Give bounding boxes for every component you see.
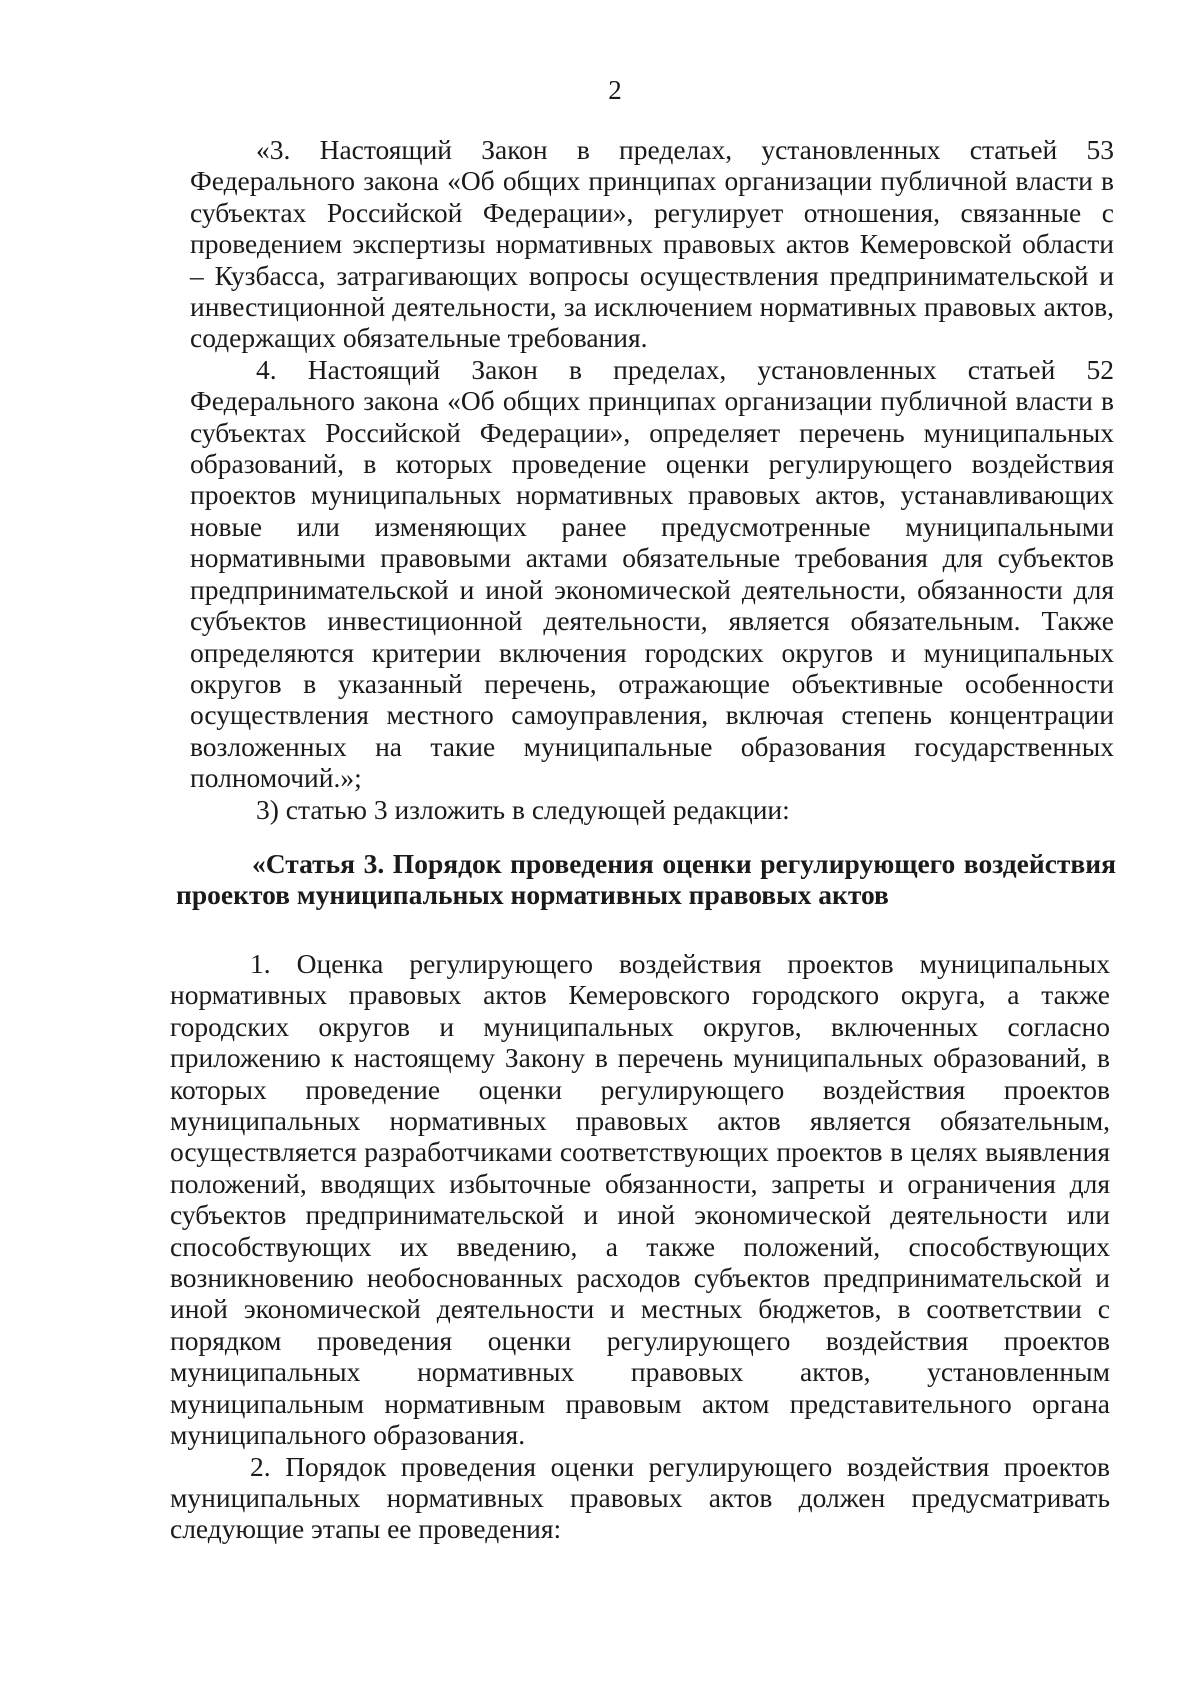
paragraph-clause-4: 4. Настоящий Закон в пределах, установленных статьей 52 Федерального закона «Об общих принципах организации публичной власти в субъектах Российской Федерации», определяет перечень муниципальных образований, в которых проведение оценки регулирующего воздействия проектов муниципальных нормативных правовых актов, устанавливающих новые или изменяющих ранее предусмотренные муниципальными нормативными правовыми актами обязательные требования для субъектов предпринимательской и иной экономической деятельности, обязанности для субъектов инвестиционной деятельности, является обязательным. Также определяются критерии включения городских округов и муниципальных округов в указанный перечень, отражающие объективные особенности осуществления местного самоуправления, включая степень концентрации возложенных на такие муниципальные образования государственных полномочий.»; [190,353,1114,794]
law-text-upper [190,134,1114,825]
paragraph-article-3-part-2: 2. Порядок проведения оценки регулирующего воздействия проектов муниципальных нормативных правовых актов должен предусматривать следующие этапы ее проведения: [170,1450,1110,1545]
paragraph-amendment-3: 3) статью 3 изложить в следующей редакции: [256,793,790,825]
paragraph-article-3-part-1: 1. Оценка регулирующего воздействия проектов муниципальных нормативных правовых актов Кемеровского городского округа, а также городских округов и муниципальных округов, включенных согласно приложению к настоящему Закону в перечень муниципальных образований, в которых проведение оценки регулирующего воздействия проектов муниципальных нормативных правовых актов является обязательным, осуществляется разработчиками соответствующих проектов в целях выявления положений, вводящих избыточные обязанности, запреты и ограничения для субъектов предпринимательской и иной экономической деятельности или способствующих их введению, а также положений, способствующих возникновению необоснованных расходов субъектов предпринимательской и иной экономической деятельности и местных бюджетов, в соответствии с порядком проведения оценки регулирующего воздействия проектов муниципальных нормативных правовых актов, установленным муниципальным нормативным правовым актом представительного органа муниципального образования. [170,948,1110,1451]
article-3-heading: «Статья 3. Порядок проведения оценки регулирующего воздействия проектов муниципальных нормативных правовых актов [176,848,1116,911]
law-text-lower [170,948,1110,1545]
paragraph-clause-3: «3. Настоящий Закон в пределах, установленных статьей 53 Федерального закона «Об общих принципах организации публичной власти в субъектах Российской Федерации», регулирует отношения, связанные с проведением экспертизы нормативных правовых актов Кемеровской области – Кузбасса, затрагивающих вопросы осуществления предпринимательской и инвестиционной деятельности, за исключением нормативных правовых актов, содержащих обязательные требования. [190,134,1114,354]
page-number: 2 [608,75,622,105]
article-heading-block [176,848,1116,911]
